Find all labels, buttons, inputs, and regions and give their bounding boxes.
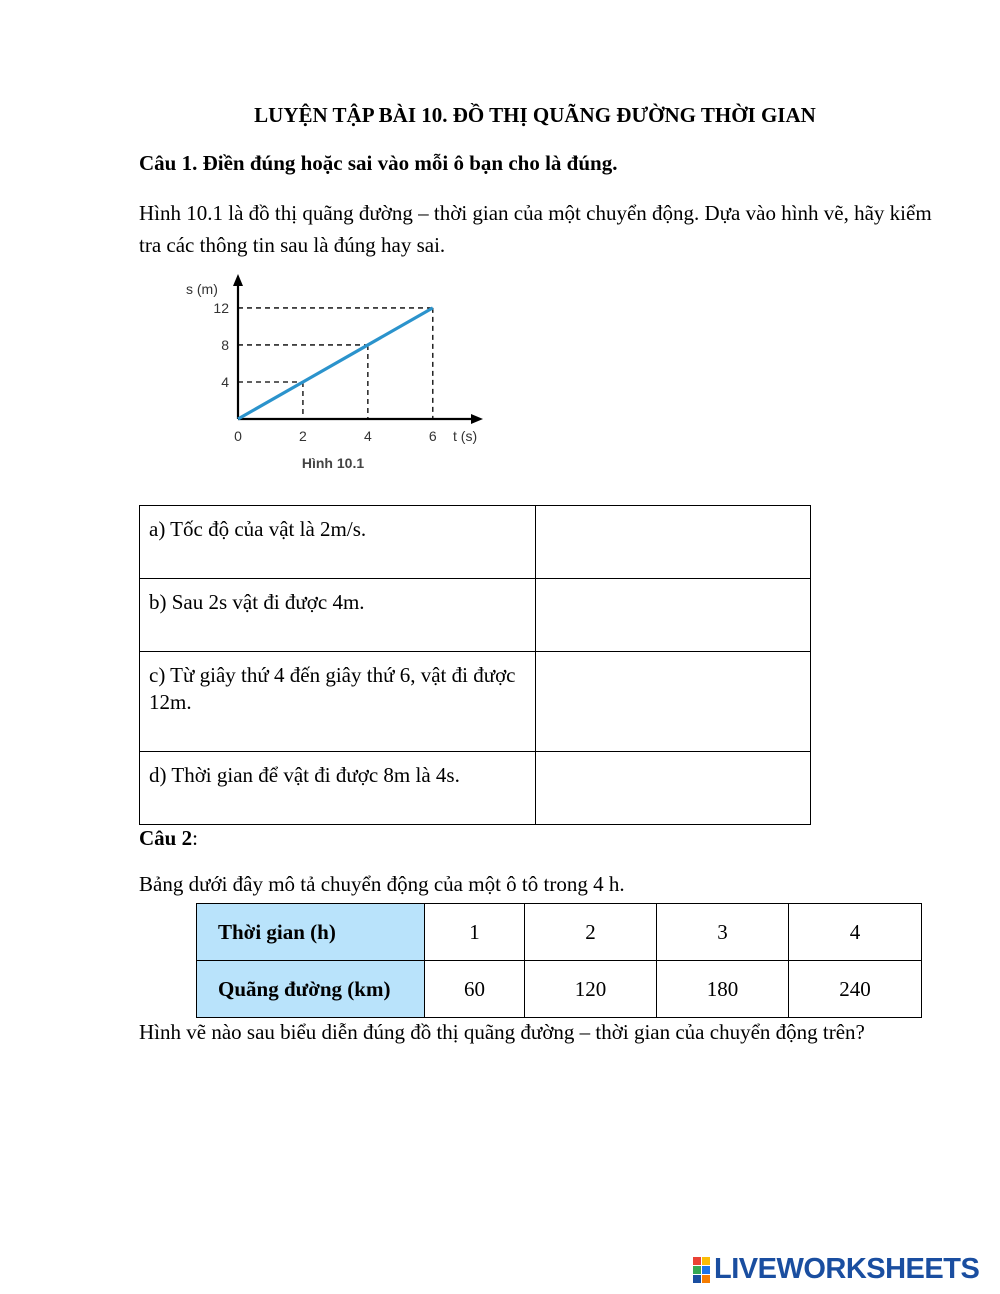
table-row xyxy=(140,652,811,752)
x-tick-label: 6 xyxy=(428,428,437,444)
statement-d: d) Thời gian để vật đi được 8m là 4s. xyxy=(140,752,536,825)
time-cell: 1 xyxy=(425,904,525,961)
distance-cell: 60 xyxy=(425,961,525,1018)
x-tick-label: 2 xyxy=(299,428,307,444)
table-row xyxy=(140,579,811,652)
statement-b: b) Sau 2s vật đi được 4m. xyxy=(140,579,536,652)
question-2-label: Câu 2 xyxy=(139,826,193,850)
y-tick-label: 4 xyxy=(221,373,229,390)
logo-square xyxy=(702,1275,710,1283)
y-tick-label: 8 xyxy=(221,336,229,353)
y-axis-label: s (m) xyxy=(186,281,218,297)
distance-cell: 180 xyxy=(657,961,789,1018)
true-false-table xyxy=(139,505,811,825)
page-title: LUYỆN TẬP BÀI 10. ĐỒ THỊ QUÃNG ĐƯỜNG THỜI GIAN xyxy=(254,103,816,127)
distance-time-graph xyxy=(170,272,490,477)
question-2-description: Bảng dưới đây mô tả chuyển động của một ô tô trong 4 h. xyxy=(139,872,625,896)
figure-caption: Hình 10.1 xyxy=(301,455,365,471)
time-row-header: Thời gian (h) xyxy=(197,904,425,961)
y-axis-arrow xyxy=(233,274,243,286)
answer-cell-b[interactable] xyxy=(536,579,811,652)
series-line xyxy=(238,308,433,419)
x-axis-arrow xyxy=(471,414,483,424)
question-2-heading xyxy=(139,826,198,851)
liveworksheets-icon xyxy=(693,1257,710,1283)
time-cell: 2 xyxy=(525,904,657,961)
answer-cell-c[interactable] xyxy=(536,652,811,752)
logo-square xyxy=(702,1257,710,1265)
distance-cell: 120 xyxy=(525,961,657,1018)
table-row xyxy=(140,752,811,825)
time-cell: 4 xyxy=(789,904,922,961)
x-tick-label: 0 xyxy=(234,428,242,444)
question-2-colon: : xyxy=(192,826,198,850)
x-axis-label: t (s) xyxy=(453,428,478,444)
liveworksheets-logo xyxy=(693,1253,979,1286)
logo-square xyxy=(693,1266,701,1274)
question-1-heading: Câu 1. Điền đúng hoặc sai vào mỗi ô bạn cho là đúng. xyxy=(139,151,618,175)
table-row-distance xyxy=(197,961,922,1018)
question-1-intro: Hình 10.1 là đồ thị quãng đường – thời gian của một chuyển động. Dựa vào hình vẽ, hãy kiểm tra các thông tin sau là đúng hay sai. xyxy=(139,201,932,257)
distance-cell: 240 xyxy=(789,961,922,1018)
statement-a: a) Tốc độ của vật là 2m/s. xyxy=(140,506,536,579)
distance-row-header: Quãng đường (km) xyxy=(197,961,425,1018)
table-row xyxy=(140,506,811,579)
time-cell: 3 xyxy=(657,904,789,961)
answer-cell-d[interactable] xyxy=(536,752,811,825)
logo-text: LIVEWORKSHEETS xyxy=(714,1253,980,1285)
table-row-time xyxy=(197,904,922,961)
motion-data-table xyxy=(196,903,922,1018)
x-tick-label: 4 xyxy=(363,428,372,444)
logo-square xyxy=(693,1275,701,1283)
answer-cell-a[interactable] xyxy=(536,506,811,579)
statement-c: c) Từ giây thứ 4 đến giây thứ 6, vật đi được 12m. xyxy=(140,652,536,752)
y-tick-label: 12 xyxy=(213,299,229,316)
logo-square xyxy=(702,1266,710,1274)
question-2-prompt: Hình vẽ nào sau biểu diễn đúng đồ thị quãng đường – thời gian của chuyển động trên? xyxy=(139,1020,865,1044)
logo-square xyxy=(693,1257,701,1265)
